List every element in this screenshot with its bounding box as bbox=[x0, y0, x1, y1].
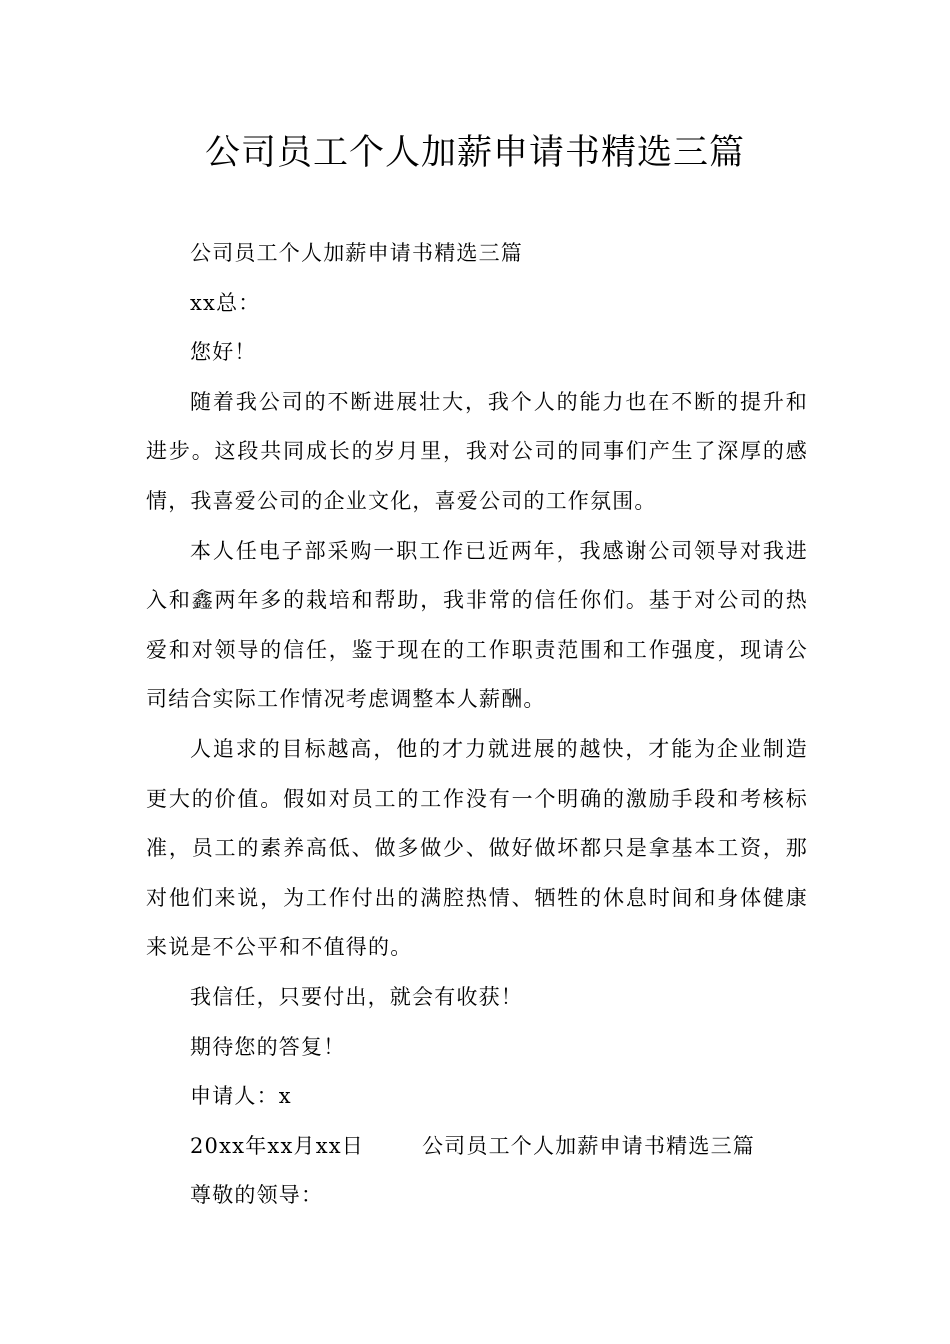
next-salutation: 尊敬的领导： bbox=[190, 1183, 324, 1208]
document-title: 公司员工个人加薪申请书精选三篇 bbox=[204, 133, 745, 173]
closing-belief: 我信任，只要付出，就会有收获！ bbox=[190, 984, 523, 1009]
salutation: xx总： bbox=[190, 290, 261, 315]
body-paragraph: 本人任电子部采购一职工作已近两年，我感谢公司领导对我进入和鑫两年多的栽培和帮助，我非常的信任你们。基于对公司的热爱和对领导的信任，鉴于现在的工作职责范围和工作强度，现请公司结合实际工作情况考虑调整本人薪酬。 bbox=[146, 538, 808, 712]
greeting: 您好！ bbox=[190, 340, 257, 365]
closing-wait: 期待您的答复！ bbox=[190, 1034, 346, 1059]
body-paragraph: 随着我公司的不断进展壮大，我个人的能力也在不断的提升和进步。这段共同成长的岁月里，我对公司的同事们产生了深厚的感情，我喜爱公司的企业文化，喜爱公司的工作氛围。 bbox=[146, 389, 808, 513]
document-body bbox=[146, 229, 808, 1221]
body-paragraph: 人追求的目标越高，他的才力就进展的越快，才能为企业制造更大的价值。假如对员工的工作没有一个明确的激励手段和考核标准，员工的素养高低、做多做少、做好做坏都只是拿基本工资，那对他们来说，为工作付出的满腔热情、牺牲的休息时间和身体健康来说是不公平和不值得的。 bbox=[146, 736, 808, 960]
sign-date: 20xx年xx月xx日 bbox=[190, 1133, 364, 1158]
date-line bbox=[146, 1122, 808, 1172]
applicant-line: 申请人：x bbox=[190, 1084, 292, 1109]
document-subtitle: 公司员工个人加薪申请书精选三篇 bbox=[190, 241, 523, 265]
next-letter-title: 公司员工个人加薪申请书精选三篇 bbox=[421, 1133, 755, 1158]
